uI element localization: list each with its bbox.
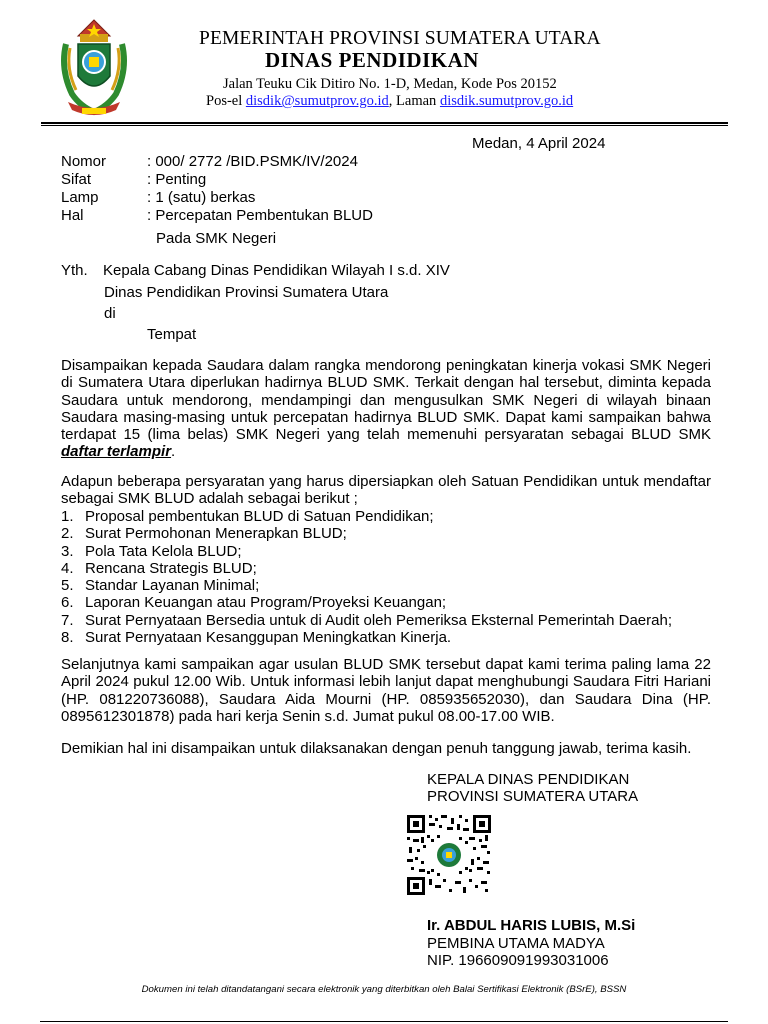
- paragraph-requirements: Adapun beberapa persyaratan yang harus dipersiapkan oleh Satuan Pendidikan untuk mendaftar sebagai SMK BLUD adalah sebagai berikut ;: [61, 473, 711, 508]
- subject-label: Hal: [61, 207, 84, 224]
- signatory-nip: NIP. 196609091993031006: [427, 952, 609, 969]
- attachment-list-link[interactable]: daftar terlampir: [61, 443, 172, 461]
- list-item: 4. Rencana Strategis BLUD;: [61, 559, 257, 577]
- list-item: 7. Surat Pernyataan Bersedia untuk di Audit oleh Pemeriksa Eksternal Pemerintah Daerah;: [61, 611, 672, 629]
- list-item: 6. Laporan Keuangan atau Program/Proyeksi Keuangan;: [61, 594, 447, 612]
- addressee-line-2: Dinas Pendidikan Provinsi Sumatera Utara: [104, 284, 389, 301]
- email-link[interactable]: disdik@sumutprov.go.id: [245, 93, 389, 109]
- website-link[interactable]: disdik.sumutprov.go.id: [439, 93, 574, 109]
- electronic-signature-note: Dokumen ini telah ditandatangani secara elektronik yang diterbitkan oleh Balai Sertifikasi Elektronik (BSrE), BSSN: [141, 984, 627, 995]
- letter-date: Medan, 4 April 2024: [472, 135, 606, 152]
- paragraph-closing: Demikian hal ini disampaikan untuk dilaksanakan dengan penuh tanggung jawab, terima kasih.: [61, 740, 692, 757]
- list-item: 3. Pola Tata Kelola BLUD;: [61, 542, 242, 560]
- email-label: Pos-el: [206, 93, 243, 109]
- number-value: : 000/ 2772 /BID.PSMK/IV/2024: [147, 153, 358, 170]
- list-item: 2. Surat Permohonan Menerapkan BLUD;: [61, 525, 347, 543]
- paragraph-intro-end: .: [171, 443, 176, 461]
- subject-value-continued: Pada SMK Negeri: [156, 230, 277, 247]
- qr-code-signature: [407, 815, 491, 895]
- signatory-name: Ir. ABDUL HARIS LUBIS, M.Si: [427, 917, 636, 934]
- contact-line: [206, 93, 573, 110]
- list-item: 5. Standar Layanan Minimal;: [61, 577, 260, 595]
- signatory-position-line-2: PROVINSI SUMATERA UTARA: [427, 788, 639, 805]
- signatory-rank: PEMBINA UTAMA MADYA: [427, 935, 605, 952]
- department-name: DINAS PENDIDIKAN: [265, 48, 479, 72]
- web-label: , Laman: [388, 93, 437, 109]
- number-label: Nomor: [61, 153, 107, 170]
- paragraph-intro-text: Disampaikan kepada Saudara dalam rangka mendorong peningkatan kinerja vokasi SMK Negeri di Sumatera Utara diperlukan hadirnya BLUD SMK. Terkait dengan hal tersebut, diminta kepada Saudara untuk mendorong, mendampingi dan mengusulkan SMK Negeri di wilayah binaan Saudara masing-masing untuk percepatan hadirnya BLUD SMK. Dapat kami sampaikan bahwa terdapat 15 (lima belas) SMK Negeri yang telah memenuhi persyaratan sebagai BLUD SMK: [61, 357, 711, 444]
- attachment-value: : 1 (satu) berkas: [147, 189, 256, 206]
- government-name: PEMERINTAH PROVINSI SUMATERA UTARA: [199, 28, 601, 49]
- nature-label: Sifat: [61, 171, 92, 188]
- addressee-line-3: di: [104, 305, 116, 322]
- letterhead-rule-thick: [41, 122, 728, 124]
- footer-rule: [40, 1021, 728, 1022]
- nature-value: : Penting: [147, 171, 207, 188]
- signatory-position-line-1: KEPALA DINAS PENDIDIKAN: [427, 771, 630, 788]
- subject-value: : Percepatan Pembentukan BLUD: [147, 207, 373, 224]
- office-address: Jalan Teuku Cik Ditiro No. 1-D, Medan, Kode Pos 20152: [223, 76, 557, 92]
- addressee-line-1: Kepala Cabang Dinas Pendidikan Wilayah I s.d. XIV: [103, 262, 450, 279]
- list-item: 1. Proposal pembentukan BLUD di Satuan Pendidikan;: [61, 508, 434, 525]
- attachment-label: Lamp: [61, 189, 99, 206]
- province-emblem-logo: [58, 14, 130, 118]
- salutation-prefix: Yth.: [61, 262, 88, 279]
- list-item: 8. Surat Pernyataan Kesanggupan Meningkatkan Kinerja.: [61, 629, 452, 647]
- paragraph-intro: [61, 357, 711, 461]
- requirements-list: [61, 508, 721, 646]
- paragraph-deadline: Selanjutnya kami sampaikan agar usulan BLUD SMK tersebut dapat kami terima paling lama 22 April 2024 pukul 12.00 Wib. Untuk informasi lebih lanjut dapat menghubungi Saudara Fitri Hariani (HP. 081220736088), Saudara Aida Mourni (HP. 085935652030), dan Saudara Dina (HP. 0895612301878) pada hari kerja Senin s.d. Jumat pukul 08.00-17.00 WIB.: [61, 656, 711, 725]
- addressee-line-4: Tempat: [147, 326, 197, 343]
- letterhead-rule-thin: [41, 125, 728, 126]
